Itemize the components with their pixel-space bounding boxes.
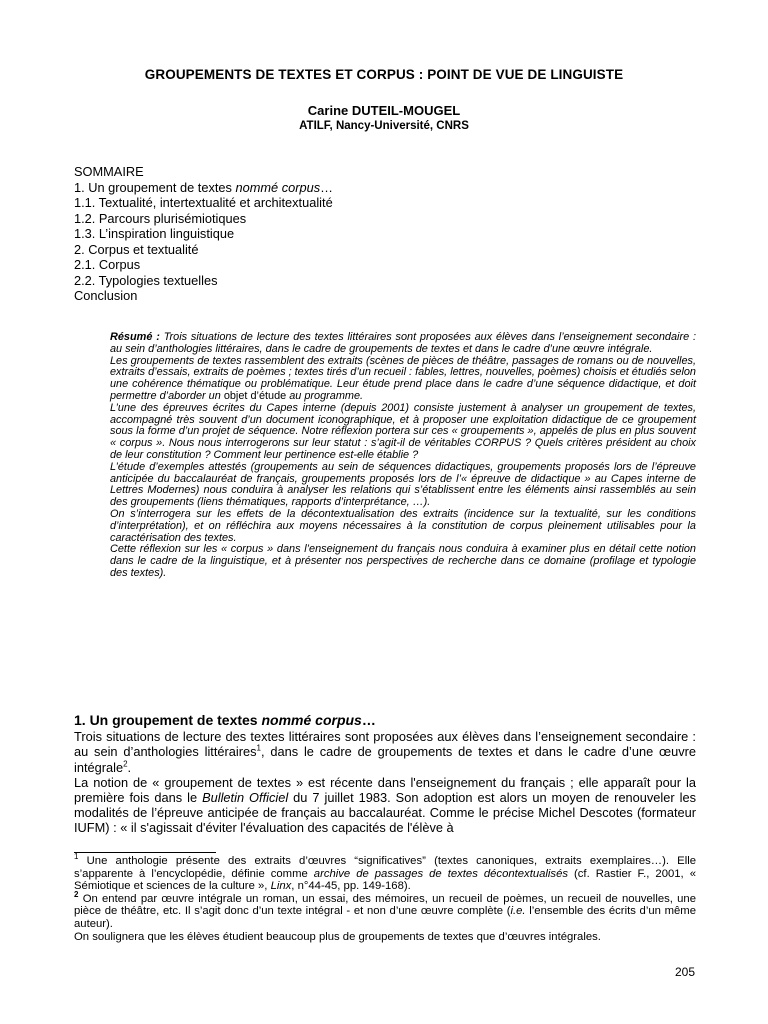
footnote [74,852,696,893]
abstract-paragraph [110,356,696,403]
abstract [110,332,696,580]
section-heading-text: 1. Un groupement de textes [74,712,262,728]
body-text: . [127,759,132,775]
toc-item: 1.2. Parcours plurisémiotiques [74,210,247,226]
footnote-italic: Linx [270,880,292,893]
footnotes [74,852,696,943]
footnote [74,890,696,931]
toc-item: 2. Corpus et textualité [74,241,199,257]
abstract-paragraph: Cette réflexion sur les « corpus » dans l’enseignement du français nous conduira à examiner plus en détail cette notion dans le cadre de la linguistique, et à présenter nos perspectives de recherche dans ce domaine (profilage et typologie des textes). [110,543,696,579]
abstract-text-upright: objet d’étude [220,389,287,402]
footnote-separator [74,852,216,853]
toc-item [74,180,714,196]
toc-item: Conclusion [74,288,138,303]
footnote-italic: i.e. [510,905,526,918]
abstract-paragraph: L’étude d’exemples attestés (groupements au sein de séquences didactiques, groupements proposés lors de l’épreuve anticipée du baccalauréat de français, groupements proposés lors de l’« épreuve de didactique » au Capes interne de Lettres Modernes) nous conduira à analyser les relations qui s’établissent entre les éléments ainsi rassemblés au sein des groupements (liens thématiques, rapports d’interprétance, …). [110,460,696,509]
toc-heading: SOMMAIRE [74,164,144,179]
toc-item-text: 1. Un groupement de textes [74,179,236,195]
footnote-mark: 2 [74,890,79,900]
footnote-text: On entend par œuvre intégrale un roman, un essai, des mémoires, un recueil de poèmes, un recueil de nouvelles, une pièce de théâtre, etc. Il s’agit donc d’un texte intégral - et non d’une œuvre complète ( [74,892,696,918]
footnote-text: l’ensemble des écrits d’un même auteur). [74,905,696,930]
page-number: 205 [674,965,695,979]
section-heading-italic: nommé corpus [261,712,362,728]
author-name: Carine DUTEIL-MOUGEL [307,103,461,118]
toc-item: 2.2. Typologies textuelles [74,272,218,288]
body-text-italic: Bulletin Officiel [202,790,289,806]
author-affiliation: ATILF, Nancy-Université, CNRS [299,120,469,132]
body-paragraph [74,775,696,836]
toc-item-text: … [320,179,333,195]
abstract-text: au programme. [286,389,364,402]
footnote-ref: 2 [123,759,128,769]
footnote-mark: 1 [74,852,79,862]
abstract-text: Les groupements de textes rassemblent des extraits (scènes de pièces de théâtre, passages de romans ou de nouvelles, extraits d’essais, extraits de poèmes ; textes tirés d’un recueil : fables, lettres, nouvelles, poèmes) choisis et étudiés selon une cohérence thématique ou problématique. Leur étude prend place dans le cadre d’une séquence didactique, et doit permettre d’aborder un [110,354,696,402]
footnote-italic: archive de passages de textes décontextualisés [313,867,569,880]
table-of-contents [74,164,714,304]
section-1 [74,713,696,836]
footnote-text: Une anthologie présente des extraits d’œuvres “significatives” (textes canoniques, extraits exemplaires…). Elle s’apparente à l’encyclopédie, définie comme [74,855,696,880]
section-heading [74,713,696,728]
section-heading-text: … [361,712,376,728]
abstract-label: Résumé : [110,331,160,343]
footnote-text: (cf. Rastier F., 2001, « Sémiotique et sciences de la culture », [74,867,696,893]
abstract-paragraph [110,332,696,356]
paper-title: GROUPEMENTS DE TEXTES ET CORPUS : POINT DE VUE DE LINGUISTE [144,67,624,82]
body-paragraph [74,729,696,775]
footnote-continuation: On soulignera que les élèves étudient beaucoup plus de groupements de textes que d’œuvres intégrales. [74,930,601,943]
abstract-paragraph: On s’interrogera sur les effets de la décontextualisation des extraits (incidence sur la textualité, sur les conditions d’interprétation), et on réfléchira aux moyens nécessaires à la constitution de corpus pleinement utilisables pour la caractérisation des textes. [110,507,696,544]
footnote-ref: 1 [256,744,261,754]
body-text: Trois situations de lecture des textes littéraires sont proposées aux élèves dans l’enseignement secondaire : au sein d’anthologies littéraires [74,729,696,760]
abstract-paragraph: L’une des épreuves écrites du Capes interne (depuis 2001) consiste justement à analyser un groupement de textes, accompagné très souvent d’un document iconographique, et à proposer une exploitation didactique de ce groupement sous la forme d’un projet de séquence. Notre réflexion portera sur ces « groupements », appelés de plus en plus souvent « corpus ». Nous nous interrogerons sur leur statut : s’agit-il de véritables CORPUS ? Quels critères président au choix de leur constitution ? Comment leur pertinence est-elle établie ? [110,401,696,461]
body-text: du 7 juillet 1983. Son adoption est alors un moyen de renouveler les modalités de l’épreuve anticipée de français au baccalauréat. Comme le précise Michel Descotes (formateur IUFM) : « il s'agissait d'éviter l'évaluation des capacités de l'élève à [74,790,696,836]
body-text: La notion de « groupement de textes » est récente dans l'enseignement du français ; elle apparaît pour la première fois dans le [74,774,696,806]
body-text: , dans le cadre de groupements de textes et dans le cadre d’une œuvre intégrale [74,744,696,775]
toc-item: 1.3. L’inspiration linguistique [74,226,235,241]
abstract-text: Trois situations de lecture des textes littéraires sont proposées aux élèves dans l’enseignement secondaire : au sein d’anthologies littéraires, dans le cadre de groupements de textes et dans le cadre d’une œuvre intégrale. [110,331,696,355]
toc-item: 2.1. Corpus [74,257,141,272]
footnote-text: , n°44-45, pp. 149-168). [291,880,411,893]
toc-item: 1.1. Textualité, intertextualité et architextualité [74,195,333,210]
toc-item-italic: nommé corpus [235,179,321,195]
